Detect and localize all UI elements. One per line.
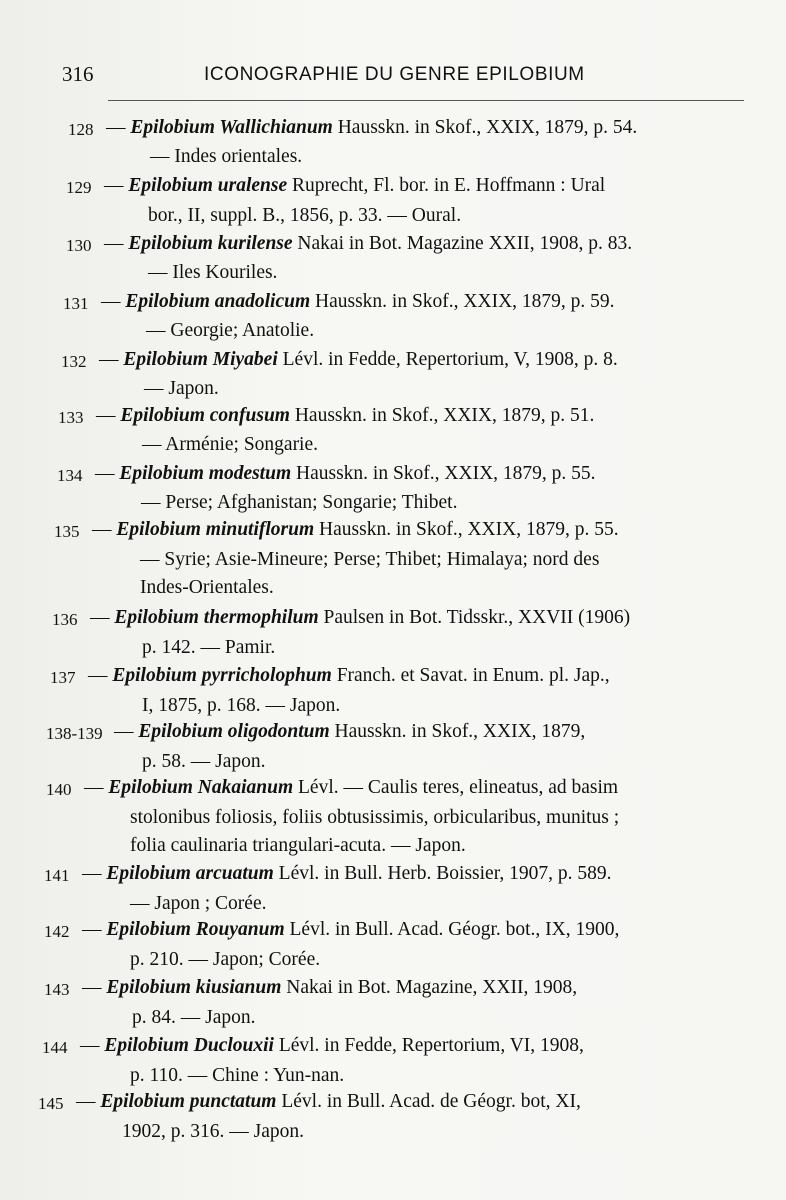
entry-number: 138-139 (46, 724, 103, 743)
entry-number: 137 (50, 668, 76, 687)
entry-135 (54, 516, 744, 606)
entry-number: 131 (63, 294, 89, 313)
entry-line-2: p. 110. — Chine : Yun-nan. (130, 1065, 345, 1086)
entry-line-1: — Epilobium Duclouxii Lévl. in Fedde, Repertorium, VI, 1908, (80, 1035, 584, 1056)
entry-number: 142 (44, 922, 70, 941)
species-name: Epilobium kiusianum (106, 977, 282, 998)
page-number: 316 (62, 62, 94, 86)
species-name: Epilobium confusum (120, 405, 290, 426)
entry-line-1: — Epilobium arcuatum Lévl. in Bull. Herb. Boissier, 1907, p. 589. (82, 863, 612, 884)
entry-number: 133 (58, 408, 84, 427)
species-name: Epilobium pyrricholophum (112, 665, 332, 686)
entry-line-1: — Epilobium uralense Ruprecht, Fl. bor. in E. Hoffmann : Ural (104, 175, 606, 196)
entry-129 (66, 172, 756, 232)
citation: Paulsen in Bot. Tidsskr., XXVII (1906) (318, 607, 631, 628)
citation: Lévl. in Fedde, Repertorium, V, 1908, p. 8. (277, 349, 618, 370)
entry-132 (61, 346, 751, 406)
running-title: ICONOGRAPHIE DU GENRE EPILOBIUM (204, 64, 585, 85)
entry-136 (52, 604, 742, 664)
entry-line-1: — Epilobium anadolicum Hausskn. in Skof., XXIX, 1879, p. 59. (101, 291, 615, 312)
entry-line-3: folia caulinaria triangulari-acuta. — Japon. (130, 835, 466, 856)
citation: Nakai in Bot. Magazine, XXII, 1908, (281, 977, 578, 998)
entry-number: 135 (54, 522, 80, 541)
species-name: Epilobium Duclouxii (104, 1035, 274, 1056)
entry-line-1: — Epilobium Nakaianum Lévl. — Caulis teres, elineatus, ad basim (84, 777, 619, 798)
entry-number: 129 (66, 178, 92, 197)
entry-line-2: p. 58. — Japon. (142, 751, 266, 772)
entry-line-2: p. 84. — Japon. (132, 1007, 256, 1028)
entry-line-1: — Epilobium kurilense Nakai in Bot. Magazine XXII, 1908, p. 83. (104, 233, 633, 254)
species-name: Epilobium uralense (128, 175, 288, 196)
citation: Lévl. — Caulis teres, elineatus, ad basim (293, 777, 619, 798)
citation: Hausskn. in Skof., XXIX, 1879, p. 54. (332, 117, 638, 138)
entry-145 (38, 1088, 728, 1148)
citation: Lévl. in Bull. Acad. de Géogr. bot, XI, (276, 1091, 581, 1112)
entry-line-1: — Epilobium punctatum Lévl. in Bull. Acad. de Géogr. bot, XI, (76, 1091, 581, 1112)
citation: Franch. et Savat. in Enum. pl. Jap., (331, 665, 610, 686)
species-name: Epilobium Nakaianum (108, 777, 294, 798)
entry-140 (46, 774, 736, 864)
entry-line-1: — Epilobium kiusianum Nakai in Bot. Magazine, XXII, 1908, (82, 977, 578, 998)
entry-number: 128 (68, 120, 94, 139)
entry-line-3: Indes-Orientales. (140, 577, 274, 598)
entry-line-2: stolonibus foliosis, foliis obtusissimis, orbicularibus, munitus ; (130, 807, 620, 828)
citation: Nakai in Bot. Magazine XXII, 1908, p. 83. (292, 233, 633, 254)
citation: Lévl. in Bull. Herb. Boissier, 1907, p. 589. (273, 863, 612, 884)
entry-line-2: p. 142. — Pamir. (142, 637, 276, 658)
citation: Ruprecht, Fl. bor. in E. Hoffmann : Ural (287, 175, 606, 196)
species-name: Epilobium anadolicum (125, 291, 311, 312)
citation: Hausskn. in Skof., XXIX, 1879, p. 55. (291, 463, 596, 484)
entry-line-1: — Epilobium pyrricholophum Franch. et Savat. in Enum. pl. Jap., (88, 665, 610, 686)
entry-130 (66, 230, 756, 290)
entry-128 (68, 114, 758, 174)
entry-line-2: — Japon ; Corée. (130, 893, 267, 914)
entry-number: 140 (46, 780, 72, 799)
entry-number: 141 (44, 866, 70, 885)
entry-number: 134 (57, 466, 83, 485)
entry-138-139 (46, 718, 736, 778)
entry-line-2: — Syrie; Asie-Mineure; Perse; Thibet; Himalaya; nord des (140, 549, 600, 570)
entry-133 (58, 402, 748, 462)
entry-144 (42, 1032, 732, 1092)
species-name: Epilobium Rouyanum (106, 919, 285, 940)
entry-line-2: — Iles Kouriles. (148, 262, 278, 283)
species-name: Epilobium modestum (119, 463, 292, 484)
species-name: Epilobium oligodontum (138, 721, 330, 742)
entry-134 (57, 460, 747, 520)
citation: Hausskn. in Skof., XXIX, 1879, p. 55. (314, 519, 619, 540)
species-name: Epilobium arcuatum (106, 863, 274, 884)
entry-142 (44, 916, 734, 976)
species-name: Epilobium Wallichianum (130, 117, 333, 138)
species-name: Epilobium thermophilum (114, 607, 319, 628)
entry-line-1: — Epilobium minutiflorum Hausskn. in Skof., XXIX, 1879, p. 55. (92, 519, 619, 540)
species-name: Epilobium kurilense (128, 233, 293, 254)
citation: Hausskn. in Skof., XXIX, 1879, p. 51. (289, 405, 595, 426)
species-name: Epilobium punctatum (100, 1091, 277, 1112)
entry-line-2: bor., II, suppl. B., 1856, p. 33. — Oural. (148, 205, 462, 226)
entry-143 (44, 974, 734, 1034)
entry-line-2: p. 210. — Japon; Corée. (130, 949, 321, 970)
entry-line-2: — Japon. (144, 378, 219, 399)
entry-line-2: — Georgie; Anatolie. (146, 320, 315, 341)
citation: Hausskn. in Skof., XXIX, 1879, p. 59. (310, 291, 615, 312)
citation: Lévl. in Fedde, Repertorium, VI, 1908, (273, 1035, 584, 1056)
entry-line-1: — Epilobium Wallichianum Hausskn. in Skof., XXIX, 1879, p. 54. (106, 117, 638, 138)
entry-line-1: — Epilobium thermophilum Paulsen in Bot. Tidsskr., XXVII (1906) (90, 607, 631, 628)
species-name: Epilobium minutiflorum (116, 519, 315, 540)
citation: Hausskn. in Skof., XXIX, 1879, (329, 721, 586, 742)
entry-line-2: — Perse; Afghanistan; Songarie; Thibet. (141, 492, 458, 513)
entry-number: 145 (38, 1094, 64, 1113)
entry-line-2: I, 1875, p. 168. — Japon. (142, 695, 341, 716)
entry-number: 144 (42, 1038, 68, 1057)
citation: Lévl. in Bull. Acad. Géogr. bot., IX, 1900, (284, 919, 620, 940)
entry-line-1: — Epilobium oligodontum Hausskn. in Skof., XXIX, 1879, (114, 721, 586, 742)
entry-number: 143 (44, 980, 70, 999)
entry-line-2: 1902, p. 316. — Japon. (122, 1121, 304, 1142)
entry-line-1: — Epilobium Miyabei Lévl. in Fedde, Repertorium, V, 1908, p. 8. (99, 349, 618, 370)
entry-141 (44, 860, 734, 920)
entry-line-1: — Epilobium modestum Hausskn. in Skof., XXIX, 1879, p. 55. (95, 463, 596, 484)
entry-number: 136 (52, 610, 78, 629)
entry-line-2: — Indes orientales. (150, 146, 303, 167)
entry-137 (50, 662, 740, 722)
entry-line-2: — Arménie; Songarie. (142, 434, 319, 455)
entry-131 (63, 288, 753, 348)
entry-number: 130 (66, 236, 92, 255)
entry-line-1: — Epilobium Rouyanum Lévl. in Bull. Acad. Géogr. bot., IX, 1900, (82, 919, 620, 940)
entry-number: 132 (61, 352, 87, 371)
species-name: Epilobium Miyabei (123, 349, 278, 370)
entry-line-1: — Epilobium confusum Hausskn. in Skof., XXIX, 1879, p. 51. (96, 405, 595, 426)
